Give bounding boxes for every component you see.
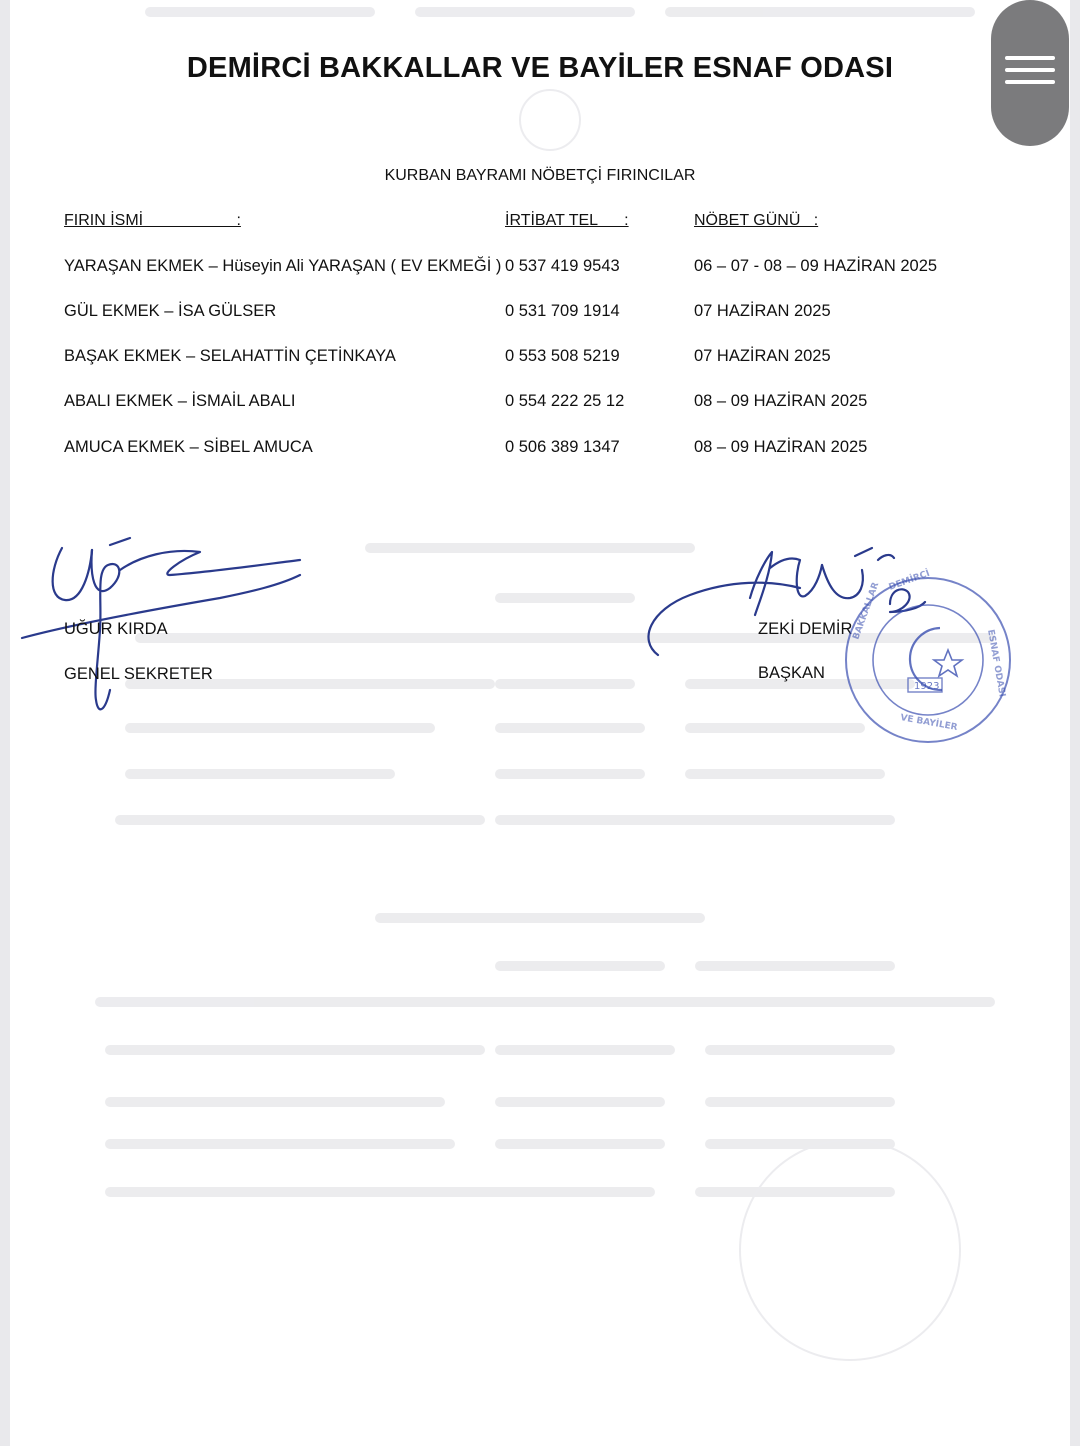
document-page	[10, 0, 1070, 1446]
phone-number: 0 553 508 5219	[505, 347, 620, 365]
hamburger-menu-icon[interactable]	[991, 0, 1069, 146]
svg-text:ESNAF ODASI: ESNAF ODASI	[985, 628, 1007, 698]
official-round-stamp	[10, 0, 1070, 1446]
duty-day: 08 – 09 HAZİRAN 2025	[694, 438, 868, 456]
document-title: DEMİRCİ BAKKALLAR VE BAYİLER ESNAF ODASI	[186, 52, 894, 84]
duty-day: 07 HAZİRAN 2025	[694, 347, 831, 365]
right-signatory-name: ZEKİ DEMİR	[758, 620, 853, 638]
right-signatory-role: BAŞKAN	[758, 664, 825, 682]
phone-number: 0 531 709 1914	[505, 302, 620, 320]
left-signatory-name: UĞUR KIRDA	[64, 620, 168, 638]
duty-day: 08 – 09 HAZİRAN 2025	[694, 392, 868, 410]
column-header-phone: İRTİBAT TEL :	[505, 212, 629, 229]
column-header-duty-day: NÖBET GÜNÜ :	[694, 212, 819, 229]
duty-day: 07 HAZİRAN 2025	[694, 302, 831, 320]
svg-text:VE BAYİLER: VE BAYİLER	[899, 713, 959, 734]
phone-number: 0 506 389 1347	[505, 438, 620, 456]
phone-number: 0 554 222 25 12	[505, 392, 625, 410]
document-subtitle: KURBAN BAYRAMI NÖBETÇİ FIRINCILAR	[384, 167, 696, 184]
bakery-name: GÜL EKMEK – İSA GÜLSER	[64, 302, 277, 320]
column-header-bakery: FIRIN İSMİ :	[64, 212, 241, 229]
left-signatory-role: GENEL SEKRETER	[64, 665, 213, 683]
phone-number: 0 537 419 9543	[505, 257, 620, 275]
bakery-name: ABALI EKMEK – İSMAİL ABALI	[64, 392, 296, 410]
svg-text:DEMİRCİ: DEMİRCİ	[887, 568, 932, 593]
duty-day: 06 – 07 - 08 – 09 HAZİRAN 2025	[694, 257, 938, 275]
stamp-year: 1923	[914, 681, 940, 692]
bakery-name: BAŞAK EKMEK – SELAHATTİN ÇETİNKAYA	[64, 347, 396, 365]
bakery-name: YARAŞAN EKMEK – Hüseyin Ali YARAŞAN ( EV EKMEĞİ )	[64, 257, 502, 275]
svg-text:BAKKALLAR: BAKKALLAR	[851, 581, 882, 642]
bakery-name: AMUCA EKMEK – SİBEL AMUCA	[64, 438, 313, 456]
